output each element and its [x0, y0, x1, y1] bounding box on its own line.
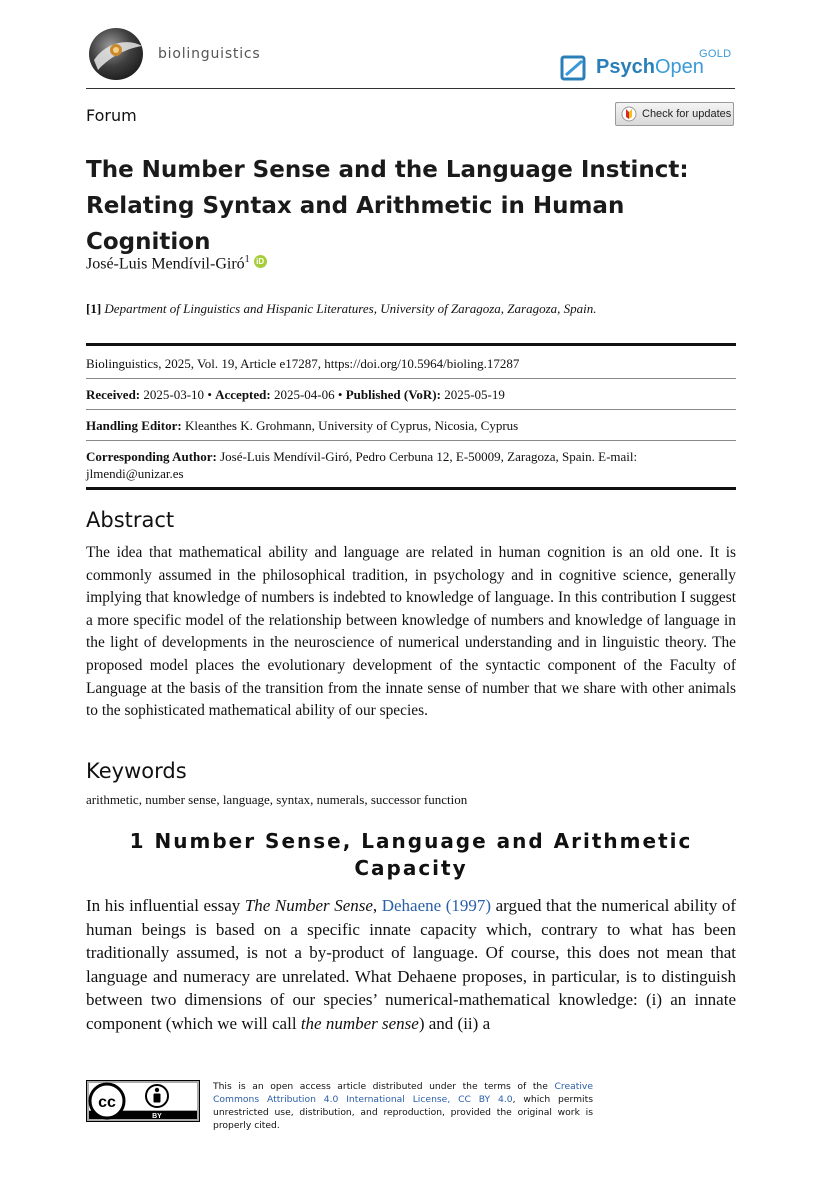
author-line [86, 254, 267, 273]
publisher-logo [560, 48, 740, 86]
section-1-paragraph: In his influential essay The Number Sense, Dehaene (1997) argued that the numerical ability of human beings is based on a specific innate capacity which, contrary to what has been traditionally assumed, is not a by-product of language. Of course, this does not mean that language and numeracy are unrelated. What Dehaene proposes, in particular, is to distinguish between two dimensions of our species’ numerical-mathematical knowledge: (i) an innate component (which we will call the number sense) and (ii) a [86, 896, 737, 1033]
article-title: The Number Sense and the Language Instinct: Relating Syntax and Arithmetic in Human Cognition [86, 157, 689, 255]
keywords-heading: Keywords [86, 759, 187, 783]
abstract-heading: Abstract [86, 508, 175, 532]
citation-line[interactable]: Biolinguistics, 2025, Vol. 19, Article e17287, https://doi.org/10.5964/bioling.17287 [86, 356, 520, 371]
check-for-updates-label: Check for updates [642, 108, 732, 120]
biolinguistics-logo-icon [88, 26, 146, 82]
license-link[interactable]: Creative Commons Attribution 4.0 International License, CC BY 4.0 [213, 1081, 593, 1105]
affiliation [86, 301, 597, 317]
meta-divider [86, 440, 736, 441]
author-name[interactable]: José-Luis Mendívil-Giró [86, 255, 245, 273]
citation-link-dehaene[interactable]: Dehaene (1997) [381, 896, 492, 915]
header-divider [86, 88, 735, 89]
author-affiliation-marker: 1 [244, 254, 250, 265]
affiliation-text: Department of Linguistics and Hispanic Literatures, University of Zaragoza, Zaragoza, Spain. [104, 301, 597, 316]
cc-by-license-icon[interactable] [86, 1080, 200, 1122]
publisher-name: PsychOpen [596, 56, 704, 78]
meta-bottom-rule [86, 487, 736, 490]
book-title: The Number Sense [244, 896, 373, 915]
psychopen-logo-icon [560, 54, 588, 82]
dates-line: Received: 2025-03-10 • Accepted: 2025-04-06 • Published (VoR): 2025-05-19 [86, 387, 505, 402]
license-notice: This is an open access article distributed under the terms of the Creative Commons Attribution 4.0 International License, CC BY 4.0, which permits unrestricted use, distribution, and reproduction, provided the original work is properly cited. [213, 1081, 593, 1131]
corresponding-author-line: Corresponding Author: José-Luis Mendívil-Giró, Pedro Cerbuna 12, E-50009, Zaragoza, Spain. E-mail: jlmendi@unizar.es [86, 449, 638, 481]
orcid-icon[interactable]: iD [254, 255, 267, 268]
journal-name: biolinguistics [158, 46, 261, 62]
meta-divider [86, 409, 736, 410]
cc-label: cc [98, 1094, 116, 1111]
affiliation-number: [1] [86, 301, 102, 316]
handling-editor-line: Handling Editor: Kleanthes K. Grohmann, University of Cyprus, Nicosia, Cyprus [86, 418, 519, 433]
term-number-sense: the number sense [300, 1013, 419, 1033]
keywords-list: arithmetic, number sense, language, syntax, numerals, successor function [86, 792, 468, 807]
crossmark-icon [621, 106, 637, 122]
check-for-updates-button[interactable] [615, 102, 734, 126]
section-label: Forum [86, 106, 137, 125]
by-label: BY [152, 1113, 162, 1120]
section-1-heading: 1 Number Sense, Language and Arithmetic Capacity [129, 829, 693, 880]
journal-logo [88, 26, 288, 86]
meta-divider [86, 378, 736, 379]
meta-top-rule [86, 343, 736, 346]
publisher-tier: GOLD [699, 48, 732, 60]
abstract-text: The idea that mathematical ability and language are related in human cognition is an old one. It is commonly assumed in the philosophical tradition, in psychology and in cognitive science, generally implying that knowledge of numbers is indebted to knowledge of language. In this contribution I suggest a more specific model of the relationship between knowledge of numbers and knowledge of language in the light of developments in the neuroscience of numerical understanding and in linguistic theory. The proposed model places the evolutionary development of the syntactic component of the Faculty of Language at the basis of the transition from the innate sense of number that we share with other animals to the sophisticated mathematical ability of our species. [86, 544, 736, 720]
